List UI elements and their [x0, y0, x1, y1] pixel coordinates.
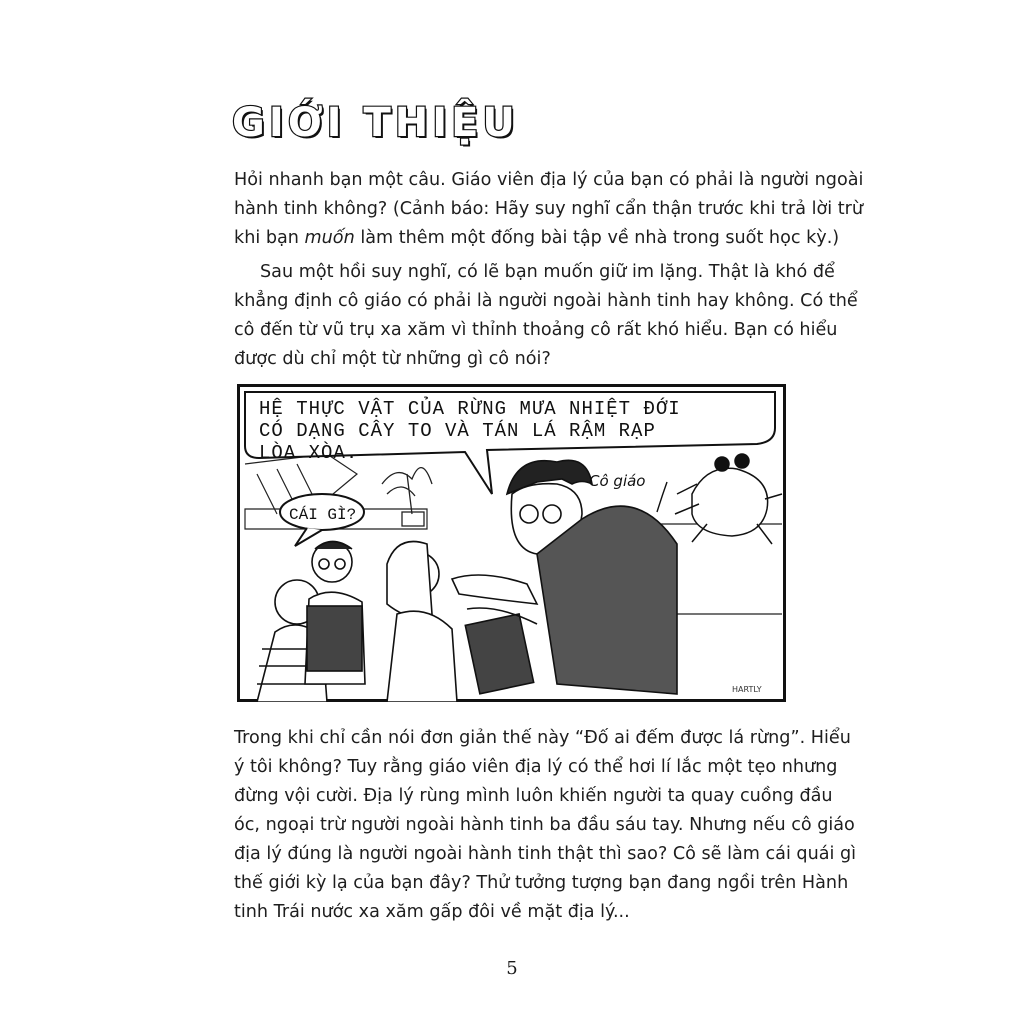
page-number: 5 [506, 958, 518, 979]
emphasis-word: muốn [304, 228, 355, 248]
second-paragraph [234, 258, 858, 374]
text-line: hành tinh không? (Cảnh báo: Hãy suy nghĩ cẩn thận trước khi trả lời trừ [234, 199, 864, 219]
text-fragment: làm thêm một đống bài tập về nhà trong suốt học kỳ.) [354, 228, 840, 248]
text-line: khẳng định cô giáo có phải là người ngoài hành tinh hay không. Có thể [234, 291, 858, 311]
text-line: thế giới kỳ lạ của bạn đây? Thử tưởng tượng bạn đang ngồi trên Hành [234, 873, 849, 893]
text-line: óc, ngoại trừ người ngoài hành tinh ba đầu sáu tay. Nhưng nếu cô giáo [234, 815, 855, 835]
closing-paragraph [234, 724, 857, 927]
text-line: Hỏi nhanh bạn một câu. Giáo viên địa lý của bạn có phải là người ngoài [234, 170, 864, 190]
text-line: địa lý đúng là người ngoài hành tinh thật thì sao? Cô sẽ làm cái quái gì [234, 844, 857, 864]
text-fragment: khi bạn [234, 228, 305, 248]
text-line: Sau một hồi suy nghĩ, có lẽ bạn muốn giữ im lặng. Thật là khó để [260, 262, 835, 282]
student-speech: CÁI GÌ? [289, 506, 357, 524]
speech-line: CÓ DẠNG CÂY TO VÀ TÁN LÁ RẬM RẠP [259, 420, 656, 442]
text-line [234, 224, 840, 253]
page-title: GIỚI THIỆU [232, 100, 519, 146]
text-line: cô đến từ vũ trụ xa xăm vì thỉnh thoảng cô rất khó hiểu. Bạn có hiểu [234, 320, 838, 340]
speech-line: HỆ THỰC VẬT CỦA RỪNG MƯA NHIỆT ĐỚI [259, 398, 681, 420]
text-line: được dù chỉ một từ những gì cô nói? [234, 349, 551, 369]
text-line: đừng vội cười. Địa lý rùng mình luôn khiến người ta quay cuồng đầu [234, 786, 833, 806]
text-line: tinh Trái nước xa xăm gấp đôi về mặt địa lý... [234, 902, 630, 922]
intro-paragraph [234, 166, 864, 253]
text-line: Trong khi chỉ cần nói đơn giản thế này “Đố ai đếm được lá rừng”. Hiểu [234, 728, 851, 748]
artist-signature: HARTLY [732, 685, 762, 694]
speech-line: LÒA XÒA. [259, 442, 359, 464]
comic-illustration [237, 384, 786, 702]
text-line: ý tôi không? Tuy rằng giáo viên địa lý có thể hơi lí lắc một tẹo nhưng [234, 757, 838, 777]
teacher-caption: Cô giáo [589, 472, 646, 490]
